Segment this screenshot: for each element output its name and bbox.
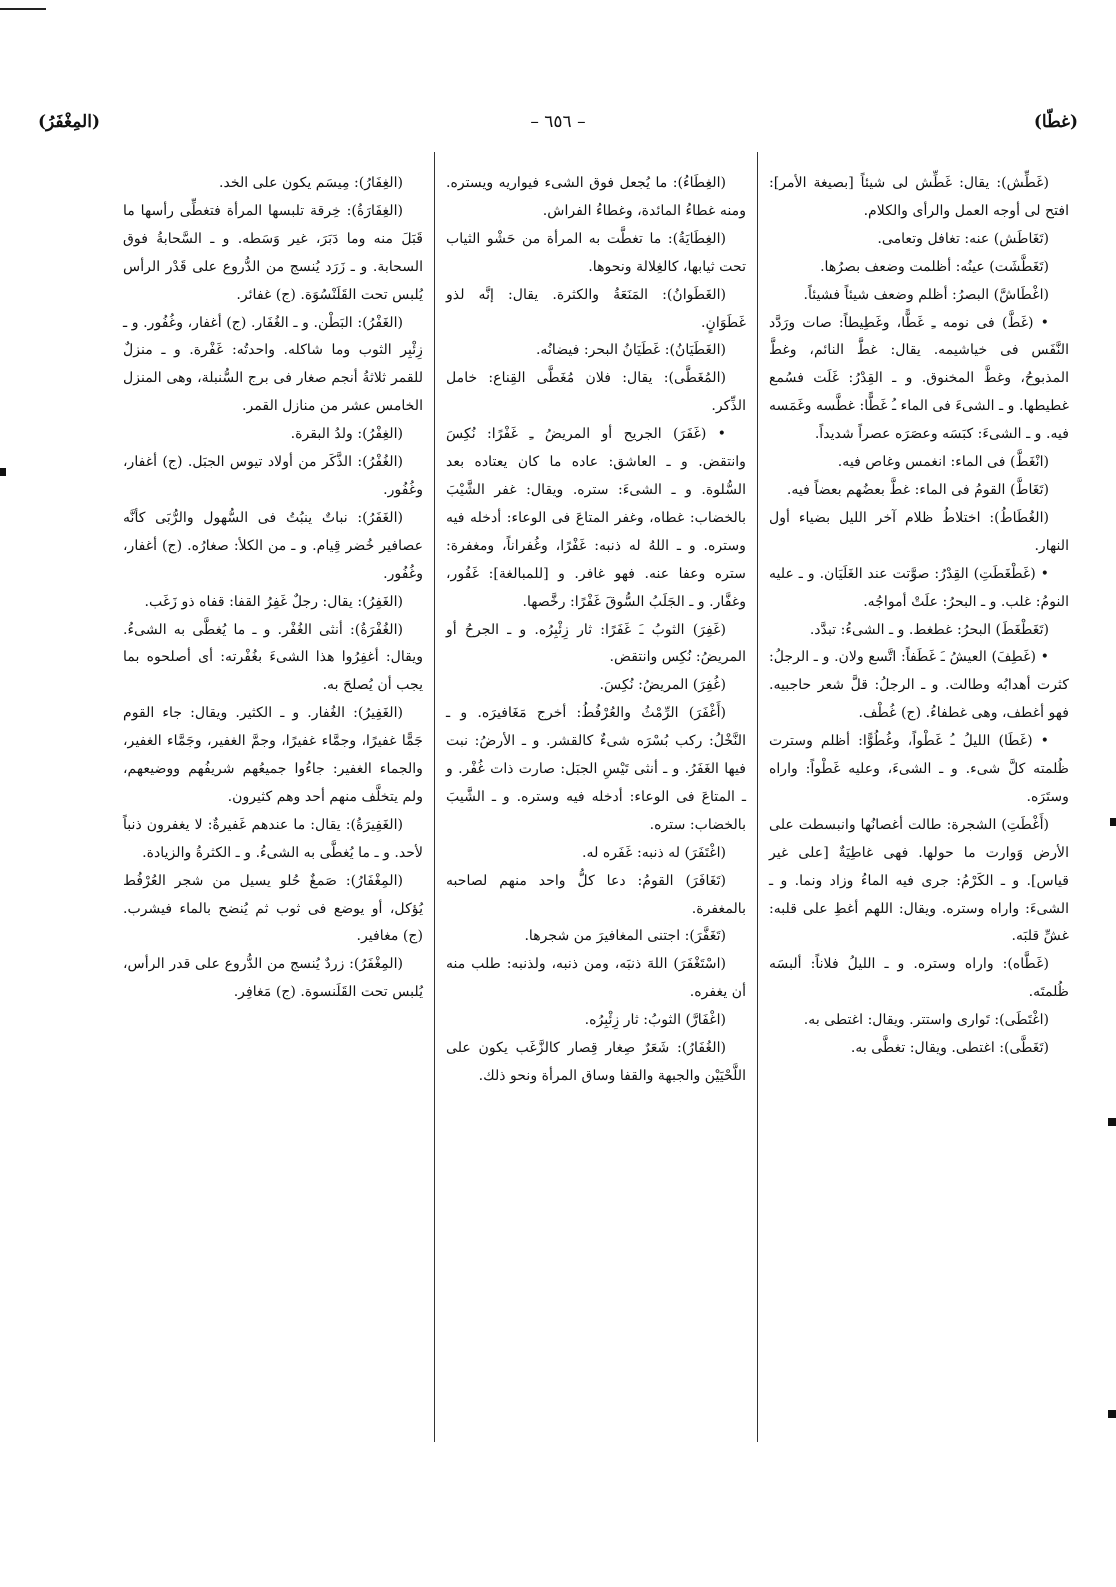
entry: (الغَفَرُ): نباتٌ ينبُتُ فى السُّهول والرُّبَى كأنَّه عصافير خُضر قِيام. و ـ من الكلأ: صغارُه. (ج) أغفار، وغُفُور. (123, 509, 423, 582)
entry: (تَغَطْغَطَ) البحرُ: غطغط. و ـ الشىءُ: تبدَّد. (809, 621, 1049, 638)
entry: (الغِطَاءُ): ما يُجعل فوق الشىء فيواريه ويستره. ومنه غطاءُ المائدة، وغطاءُ الفراش. (446, 175, 746, 219)
entry: (أَغْفَرَ) الرِّمْثُ والعُرْفُطُ: أخرج مَغَافيرَه. و ـ النَّخْلُ: ركب بُسْرَه شىءٌ كالقشر. و ـ الأرضُ: نبت فيها الغَفَرُ. و ـ أنثى تَيْسِ الجبَل: صارت ذات غُفْر. و ـ المتاعَ فى الوعاء: أدخله فيه وستره. و ـ الشَّيبَ بالخضاب: ستره. (446, 705, 746, 833)
entry: (اغْتَفَرَ) له ذنبه: غَفَره له. (582, 844, 726, 861)
entry: (اغْتَطَى): تَوارى واستتر. ويقال: اغتطى به. (803, 1012, 1049, 1029)
entry: (الغُفْرَةُ): أنثى الغُفْر. و ـ ما يُغطَّى به الشىءُ. ويقال: أغفِرُوا هذا الشىءَ بغُفْرته: أى أصلحوه بما يجب أن يُصلحَ به. (123, 621, 423, 694)
corner-scan-mark (0, 8, 46, 10)
entry: (الغُفْرُ): الذَّكَر من أولاد تيوس الجبَل. (ج) أغفار، وغُفُور. (123, 454, 423, 498)
entry: (تَغَاطَش) عنه: تغافل وتعامى. (877, 230, 1049, 247)
entry: (المِغْفَرُ): زردٌ يُنسج من الدُّروع على قدر الرأس، يُلبس تحت القَلَنسوة. (ج) مَغافِر. (123, 956, 423, 1001)
entry: (اغْطَاشَّ) البصرُ: أظلم وضعف شيئاً فشيئاً. (803, 286, 1049, 303)
scan-artifact (0, 468, 6, 476)
scan-artifact (1108, 1410, 1116, 1418)
entry: (الغَفْرُ): البَطْن. و ـ الغُفَار. (ج) أغفار، وغُفُور. و ـ زِئْبِر الثوب وما شاكله. واحدتُه: غَفْرة. و ـ منزلٌ للقمر ثلاثةُ أنجم صغار فى برج السُّنبلة، وهى المنزل الخامس عشر من منازل القمر. (123, 314, 423, 415)
entry: (تَغَافَرَ) القومُ: دعا كلُّ واحد منهم لصاحبه بالمغفرة. (446, 872, 746, 917)
scan-artifact (1108, 1118, 1116, 1126)
page-number: – ٦٥٦ – (530, 112, 586, 132)
entry: (الغَفِيرَةُ): يقال: ما عندهم غَفيرةٌ: لا يغفرون ذنباً لأحد. و ـ ما يُغطَّى به الشىءُ. و ـ الكثرةُ والزيادة. (123, 816, 423, 861)
entry: (تَغَطَّشَت) عينُه: أظلمت وضعف بصرُها. (820, 258, 1049, 275)
entry: (غَطِّش): يقال: غَطِّش لى شيئاً [بصيغة الأمر]: افتح لى أوجه العمل والرأى والكلام. (769, 175, 1069, 219)
entry: (الغُطَاطُ): اختلاطُ ظلام آخر الليل بضياء أول النهار. (769, 509, 1069, 554)
entry: (الغِفَارَةُ): خِرقة تلبسها المرأة فتغطِّى رأسها ما قَبَلَ منه وما دَبَرَ، غير وَسَطه. و ـ السَّحابةُ فوق السحابة. و ـ زَرَد يُنسج من الدُّروع على قَدْر الرأس يُلبس تحت القَلَنْسُوَة. (ج) غفائر. (123, 202, 423, 303)
entry: • (غَطَّ) فى نومه ـِ غَطًّا، وغَطِيطاً: صات ورَدَّد النَّفَس فى خياشيمه. يقال: غطَّ النائم، وغطَّ المذبوحُ، وغطَّ المخنوق. و ـ القِدْرُ: غَلَت فسُمع غطيطها. و ـ الشىءَ فى الماء ـُ غَطًّا: غطَّسه وغَمَسه فيه. و ـ الشىءَ: كبَسَه وعصَرَه عصراً شديداً. (769, 314, 1069, 443)
entry: (تَغَفَّرَ): اجتنى المغافيرَ من شجرها. (524, 928, 726, 945)
dictionary-columns (36, 152, 1080, 1442)
column-right (758, 152, 1080, 1442)
entry: (أَغْطَتِ) الشجرة: طالت أغصانُها وانبسطت على الأرض وَوارت ما حولها. فهى غاطِيَةٌ [على غير قياس]. و ـ الكَرْمُ: جرى فيه الماءُ وزاد ونما. و ـ الشىءَ: واراه وستره. ويقال: اللهم أغطِ على قلبه: غشِّ قلبَه. (769, 816, 1069, 945)
entry: (اغْفَارَّ) الثوبُ: ثار زِئْبِرُه. (584, 1012, 726, 1029)
entry: (الغَفِرُ): يقال: رجلٌ غَفِرُ القفا: قفاه ذو زَغَب. (144, 593, 403, 610)
entry: (غَفِرَ) الثوبُ ـَ غَفَرًا: ثار زِئْبِرُه. و ـ الجرحُ أو المريضُ: نُكِس وانتقض. (446, 621, 746, 666)
column-divider (757, 152, 758, 1442)
entry: • (غَطْغَطَتِ) القِدْرُ: صوَّتت عند الغَلَيَان. و ـ عليه النومُ: غلب. و ـ البحرُ: علَتْ أمواجُه. (769, 565, 1069, 610)
column-middle (435, 152, 757, 1442)
entry: (الغُفَارُ): شَعَرٌ صِغار قِصار كالزَّغَب يكون على اللَّحْيَيْن والجبهة والقفا وساق المرأة ونحو ذلك. (446, 1040, 746, 1084)
entry: (الغِطَايَةُ): ما تغطَّت به المرأة من حَشْو الثياب تحت ثيابها، كالغِلالة ونحوها. (446, 230, 746, 275)
scan-artifact (1110, 818, 1116, 826)
entry: (الغِفْرُ): ولدُ البقرة. (290, 426, 403, 443)
entry: (انْغَطَّ) فى الماء: انغمس وغاص فيه. (837, 454, 1049, 471)
page-header (28, 112, 1088, 148)
column-divider (434, 152, 435, 1442)
column-left (112, 152, 434, 1442)
entry: (الغَطَيَانُ): غَطَيَانُ البحر: فيضانُه. (535, 342, 726, 359)
entry: • (غَفَرَ) الجريح أو المريضُ ـِ غَفْرًا: نُكِسَ وانتقض. و ـ العاشق: عاده ما كان يعتاده بعد السُّلوة. و ـ الشىءَ: ستره. ويقال: غفر الشَّيْبَ بالخضاب: غطاه، وغفر المتاعَ فى الوعاء: أدخله فيه وستره. و ـ اللهُ له ذنبه: غَفْرًا، وغُفراناً، ومغفرة: ستره وعفا عنه. فهو غافر. و [للمبالغة]: غَفُور، وغفَّار. و ـ الجَلَبُ السُّوقَ غَفْرًا: رخَّصها. (446, 426, 746, 610)
entry: • (غَطِفَ) العيشُ ـَ غَطَفاً: اتَّسع ولان. و ـ الرجلُ: كثرت أهدابُه وطالت. و ـ الرجلُ: قلَّ شعر حاجبيه. فهو أغطف، وهى غطفاءُ. (ج) غُطْف. (769, 649, 1069, 722)
header-entry-left: (المِغْفَرُ) (38, 112, 100, 132)
entry: (غُفِرَ) المريضُ: نُكِسَ. (599, 677, 726, 694)
entry: (اسْتَغْفَرَ) اللهَ ذنبَه، ومن ذنبه، ولذنبه: طلب منه أن يغفره. (446, 956, 746, 1001)
entry: (تَغَطَّى): اغتطى. ويقال: تغطَّى به. (850, 1040, 1049, 1057)
entry: (المِغْفَارُ): صَمغٌ حُلو يسيل من شجر العُرْفُط يُؤكل، أو يوضع فى ثوب ثم يُنضح بالماء فيشرب. (ج) مغافير. (123, 872, 423, 945)
entry: • (غَطَا) الليلُ ـُ غَطْواً، وغُطُوًّا: أظلم وسترت ظُلمته كلَّ شىء. و ـ الشىءَ، وعليه غَطْواً: واراه وستَرَه. (769, 733, 1069, 805)
header-entry-right: (غطّا) (1033, 112, 1078, 132)
entry: (تَغَاطَّ) القومُ فى الماء: غطَّ بعضُهم بعضاً فيه. (786, 481, 1049, 498)
entry: (الغَفِيرُ): الغُفار. و ـ الكثير. ويقال: جاء القوم جَمًّا غفيرًا، وجمَّاء غفيرًا، وجمَّ الغفير، وجَمَّاء الغفير، والجماء الغفير: جاءُوا جميعُهم شريفُهم ووضيعهم، ولم يتخلَّف منهم أحد وهم كثيرون. (123, 705, 423, 805)
entry: (الغَطَوانُ): المَنَعَةُ والكثرة. يقال: إنَّه لذو غَطَوَانٍ. (446, 286, 746, 331)
entry: (غَطَّاه): واراه وستره. و ـ الليلُ فلاناً: ألبسَه ظُلمتَه. (769, 956, 1069, 1001)
entry: (المُغَطَّى): يقال: فلان مُغَطَّى القِناع: خامل الذِّكر. (446, 370, 746, 415)
entry: (الغِفَارُ): مِيسَم يكون على الخد. (218, 175, 403, 191)
